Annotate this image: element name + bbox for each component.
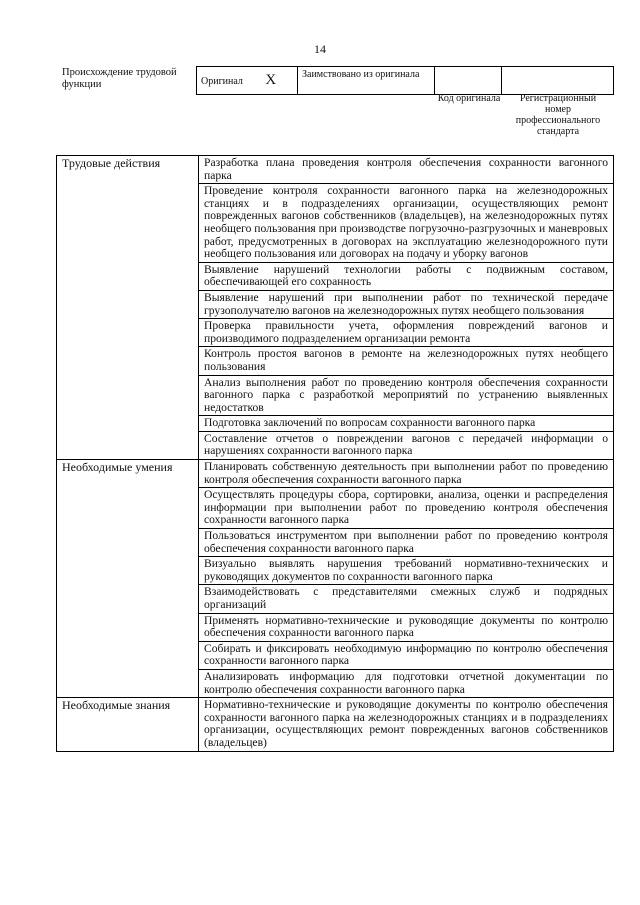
category-cell [57,347,199,375]
item-text: Взаимодействовать с представителями смежных служб и подрядных организаций [199,585,614,613]
category-cell [57,431,199,459]
table-row [57,529,614,557]
borrowed-label: Заимствовано из оригинала [302,69,420,80]
section-category: Необходимые умения [57,460,199,488]
table-row [57,641,614,669]
section-category: Трудовые действия [57,156,199,184]
item-text: Применять нормативно-технические и руководящие документы по контролю обеспечения сохранности вагонного парка [199,613,614,641]
table-row [57,262,614,290]
item-text: Проверка правильности учета, оформления повреждений вагонов и производимого подразделением организации ремонта [199,319,614,347]
table-row [57,613,614,641]
code-cell [435,67,502,95]
table-row [57,698,614,751]
item-text: Разработка плана проведения контроля обеспечения сохранности вагонного парка [199,156,614,184]
category-cell [57,585,199,613]
item-text: Осуществлять процедуры сбора, сортировки, анализа, оценки и распределения информации при выполнении работ по проведению контроля обеспечения сохранности вагонного парка [199,488,614,529]
category-cell [57,319,199,347]
item-text: Планировать собственную деятельность при выполнении работ по проведению контроля обеспечения сохранности вагонного парка [199,460,614,488]
category-cell [57,375,199,416]
item-text: Контроль простоя вагонов в ремонте на железнодорожных путях необщего пользования [199,347,614,375]
table-row [57,347,614,375]
category-cell [57,290,199,318]
table-row [57,290,614,318]
reg-number-cell [502,67,614,95]
table-row [57,488,614,529]
category-cell [57,488,199,529]
item-text: Нормативно-технические и руководящие документы по контролю обеспечения сохранности вагонного парка на железнодорожных станциях и в подразделениях организации, осуществляющих ремонт поврежденных вагонов собственников (владельцев) [199,698,614,751]
item-text: Выявление нарушений технологии работы с подвижным составом, обеспечивающей его сохранность [199,262,614,290]
original-cell [197,67,298,95]
borrowed-cell [298,67,435,95]
category-cell [57,262,199,290]
category-cell [57,416,199,432]
category-cell [57,557,199,585]
category-cell [57,529,199,557]
item-text: Анализировать информацию для подготовки отчетной документации по контролю обеспечения сохранности вагонного парка [199,669,614,697]
origin-table [196,66,614,95]
reg-caption: Регистрационный номер профессионального стандарта [515,93,601,137]
table-row [57,557,614,585]
category-cell [57,641,199,669]
section-category: Необходимые знания [57,698,199,751]
item-text: Анализ выполнения работ по проведению контроля обеспечения сохранности вагонного парка с разработкой мероприятий по устранению выявленных недостатков [199,375,614,416]
table-row [57,585,614,613]
category-cell [57,613,199,641]
table-row [57,156,614,184]
table-row [57,669,614,697]
origin-label: Происхождение трудовой функции [62,67,177,90]
category-cell [57,669,199,697]
item-text: Визуально выявлять нарушения требований нормативно-технических и руководящих документов по сохранности вагонного парка [199,557,614,585]
labor-function-table [56,155,614,752]
original-mark: X [265,71,277,88]
item-text: Составление отчетов о повреждении вагонов с передачей информации о нарушениях сохранности вагонного парка [199,431,614,459]
item-text: Выявление нарушений при выполнении работ по технической передаче грузополучателю вагонов на железнодорожных путях необщего пользования [199,290,614,318]
item-text: Собирать и фиксировать необходимую информацию по контролю обеспечения сохранности вагонного парка [199,641,614,669]
category-cell [57,184,199,263]
table-row [57,375,614,416]
page-number: 14 [314,42,326,56]
table-row [57,431,614,459]
table-row [57,460,614,488]
item-text: Проведение контроля сохранности вагонного парка на железнодорожных станциях и в подразделениях организации, осуществляющих ремонт поврежденных вагонов собственников (владельцев), на железнодорожных путях необщего пользования при производстве погрузочно-разгрузочных и маневровых работ, предусмотренных в договорах на эксплуатацию железнодорожного пути необщего пользования или договорах на подачу и уборку вагонов [199,184,614,263]
table-row [57,319,614,347]
original-label: Оригинал [201,75,243,87]
item-text: Подготовка заключений по вопросам сохранности вагонного парка [199,416,614,432]
table-row [57,416,614,432]
item-text: Пользоваться инструментом при выполнении работ по проведению контроля обеспечения сохранности вагонного парка [199,529,614,557]
table-row [57,184,614,263]
code-caption: Код оригинала [437,93,501,104]
